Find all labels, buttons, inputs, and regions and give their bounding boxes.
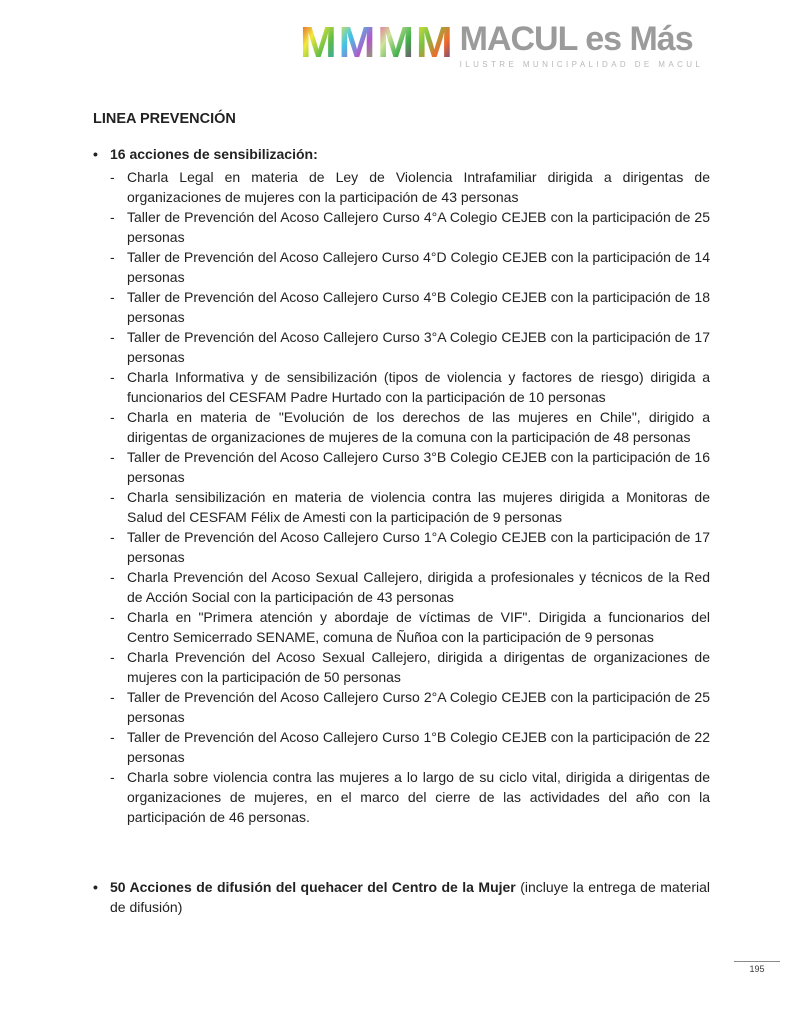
list-item [110,767,710,827]
list-item-text: Taller de Prevención del Acoso Callejero Curso 2°A Colegio CEJEB con la participación de 25 personas [127,689,710,725]
page-footer [734,961,780,974]
list-item [110,287,710,327]
list-item-text: Taller de Prevención del Acoso Callejero Curso 1°B Colegio CEJEB con la participación de 22 personas [127,729,710,765]
dash-marker: - [110,489,115,505]
bullet-marker: • [93,879,98,895]
list-item-text: Charla sobre violencia contra las mujeres a lo largo de su ciclo vital, dirigida a dirigentas de organizaciones de mujeres, en el marco del cierre de las actividades del año con la participación de 46 personas. [127,769,710,825]
list-item [110,247,710,287]
dash-marker: - [110,449,115,465]
dash-marker: - [110,569,115,585]
bullet-label: 16 acciones de sensibilización: [110,146,318,162]
list-item [110,327,710,367]
dash-marker: - [110,689,115,705]
logo-title: MACUL es Más [459,20,693,58]
list-item [110,607,710,647]
bullet-marker: • [93,146,98,162]
list-item-text: Taller de Prevención del Acoso Callejero Curso 3°B Colegio CEJEB con la participación de 16 personas [127,449,710,485]
list-item-text: Taller de Prevención del Acoso Callejero Curso 4°B Colegio CEJEB con la participación de 18 personas [127,289,710,325]
macul-monogram [300,20,452,66]
logo-subtitle: ILUSTRE MUNICIPALIDAD DE MACUL [459,60,704,69]
dash-marker: - [110,289,115,305]
list-item [110,567,710,607]
logo-letter-m: M [338,18,375,67]
section-heading: LINEA PREVENCIÓN [93,111,236,127]
list-item-text: Taller de Prevención del Acoso Callejero Curso 1°A Colegio CEJEB con la participación de 17 personas [127,529,710,565]
dash-marker: - [110,769,115,785]
logo-text [460,20,704,69]
document-body [93,109,710,920]
list-item [110,727,710,767]
bullet-item [93,877,710,917]
list-item-text: Charla sensibilización en materia de violencia contra las mujeres dirigida a Monitoras de Salud del CESFAM Félix de Amesti con la participación de 9 personas [127,489,710,525]
list-item-text: Charla Legal en materia de Ley de Violencia Intrafamiliar dirigida a dirigentas de organizaciones de mujeres con la participación de 43 personas [127,169,710,205]
dash-marker: - [110,169,115,185]
list-item [110,687,710,727]
logo-letter-m: M [415,18,452,67]
dash-marker: - [110,369,115,385]
list-item [110,487,710,527]
dash-marker: - [110,649,115,665]
list-item [110,447,710,487]
bullet-item [93,144,710,164]
dash-marker: - [110,729,115,745]
list-item-text: Charla en materia de "Evolución de los derechos de las mujeres en Chile", dirigido a dirigentas de organizaciones de mujeres de la comuna con la participación de 48 personas [127,409,710,445]
list-item-text: Taller de Prevención del Acoso Callejero Curso 4°D Colegio CEJEB con la participación de 14 personas [127,249,710,285]
list-item-text: Charla Prevención del Acoso Sexual Callejero, dirigida a dirigentas de organizaciones de mujeres con la participación de 50 personas [127,649,710,685]
list-item [110,207,710,247]
macul-logo [300,20,703,69]
list-item [110,527,710,567]
logo-letter-m: M [300,18,336,67]
dash-marker: - [110,609,115,625]
list-item-text: Charla Informativa y de sensibilización (tipos de violencia y factores de riesgo) dirigida a funcionarios del CESFAM Padre Hurtado con la participación de 10 personas [127,369,710,405]
list-item [110,647,710,687]
dash-marker: - [110,409,115,425]
list-item [110,367,710,407]
list-item-text: Taller de Prevención del Acoso Callejero Curso 3°A Colegio CEJEB con la participación de 17 personas [127,329,710,365]
dash-marker: - [110,209,115,225]
logo-letter-m: M [377,18,413,67]
actions-list [110,167,710,827]
dash-marker: - [110,329,115,345]
dash-marker: - [110,249,115,265]
bullet-label-regular: (incluye la entrega de material de difusión) [110,879,710,915]
dash-marker: - [110,529,115,545]
list-item [110,167,710,207]
page-number: 195 [749,964,765,974]
list-item-text: Taller de Prevención del Acoso Callejero Curso 4°A Colegio CEJEB con la participación de 25 personas [127,209,710,245]
list-item [110,407,710,447]
bullet-label-bold: 50 Acciones de difusión del quehacer del Centro de la Mujer [110,879,516,895]
list-item-text: Charla en "Primera atención y abordaje de víctimas de VIF". Dirigida a funcionarios del Centro Semicerrado SENAME, comuna de Ñuñoa con la participación de 9 personas [127,609,710,645]
bullet-label [110,877,710,917]
list-item-text: Charla Prevención del Acoso Sexual Callejero, dirigida a profesionales y técnicos de la Red de Acción Social con la participación de 43 personas [127,569,710,605]
